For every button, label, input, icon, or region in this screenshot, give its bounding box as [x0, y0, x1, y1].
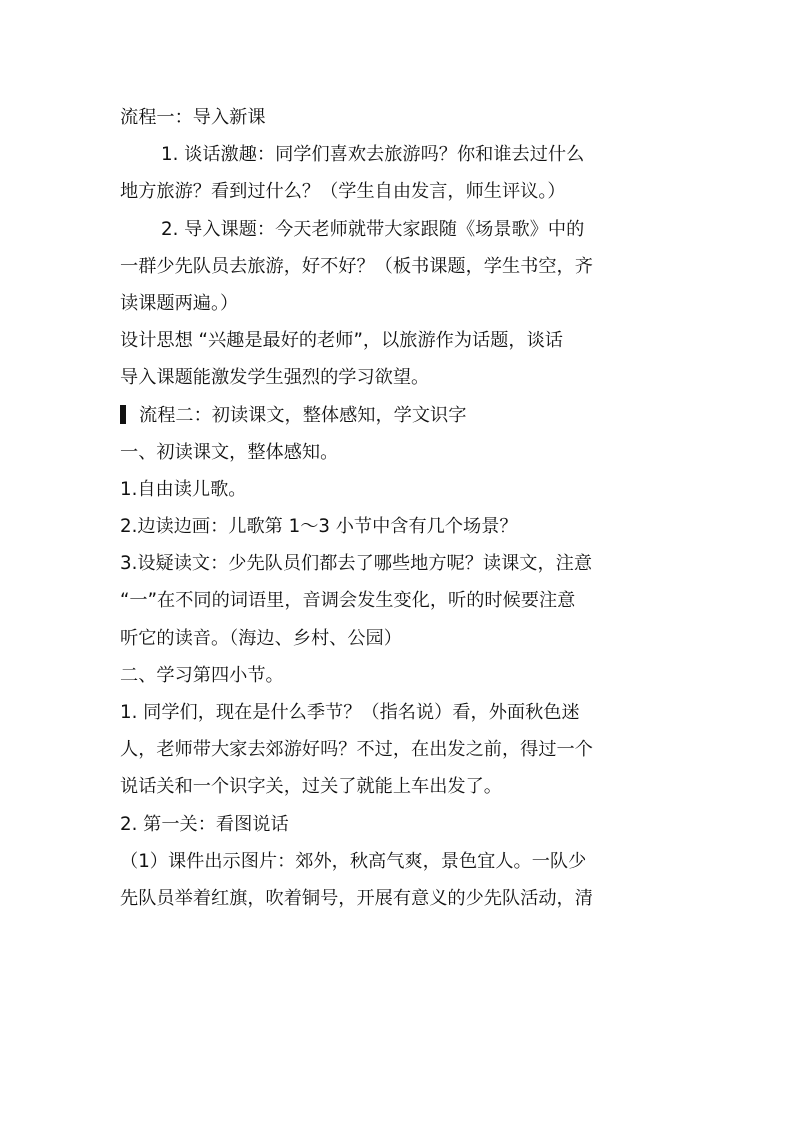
list-item: 1.自由读儿歌。	[120, 478, 247, 500]
design-thought-line: 导入课题能激发学生强烈的学习欲望。	[120, 367, 430, 389]
paragraph-line: 2. 导入课题：今天老师就带大家跟随《场景歌》中的	[161, 218, 585, 240]
list-item: 2. 第一关：看图说话	[120, 813, 289, 835]
paragraph-line: 人，老师带大家去郊游好吗？不过，在出发之前，得过一个	[120, 739, 593, 761]
design-thought-line: 设计思想 “兴趣是最好的老师”，以旅游作为话题，谈话	[120, 330, 563, 352]
heading-flow-1: 流程一：导入新课	[120, 107, 266, 128]
paragraph-line: 地方旅游？看到过什么？（学生自由发言，师生评议。）	[120, 181, 566, 203]
bullet-bar-icon	[120, 405, 126, 424]
paragraph-line: 1. 谈话激趣：同学们喜欢去旅游吗？你和谁去过什么	[161, 144, 585, 166]
heading-flow-2: 流程二：初读课文，整体感知，学文识字	[120, 401, 676, 431]
list-item: 2.边读边画：儿歌第 1～3 小节中含有几个场景？	[120, 516, 518, 538]
paragraph-line: 一群少先队员去旅游，好不好？（板书课题，学生书空，齐	[120, 255, 593, 277]
list-item: 3.设疑读文：少先队员们都去了哪些地方呢？读课文，注意	[120, 553, 593, 575]
list-item: （1）课件出示图片：郊外，秋高气爽，景色宜人。一队少	[120, 850, 587, 872]
section-heading: 二、学习第四小节。	[120, 664, 284, 686]
section-heading: 一、初读课文，整体感知。	[120, 441, 339, 463]
document-body	[120, 103, 676, 921]
paragraph-line: 说话关和一个识字关，过关了就能上车出发了。	[120, 776, 502, 798]
paragraph-line: 读课题两遍。）	[120, 292, 239, 314]
paragraph-line: “一”在不同的词语里，音调会发生变化，听的时候要注意	[120, 590, 576, 612]
paragraph-line: 听它的读音。（海边、乡村、公园）	[120, 627, 402, 649]
list-item: 1. 同学们，现在是什么季节？（指名说）看，外面秋色迷	[120, 702, 580, 723]
paragraph-line: 先队员举着红旗，吹着铜号，开展有意义的少先队活动，清	[120, 887, 593, 909]
